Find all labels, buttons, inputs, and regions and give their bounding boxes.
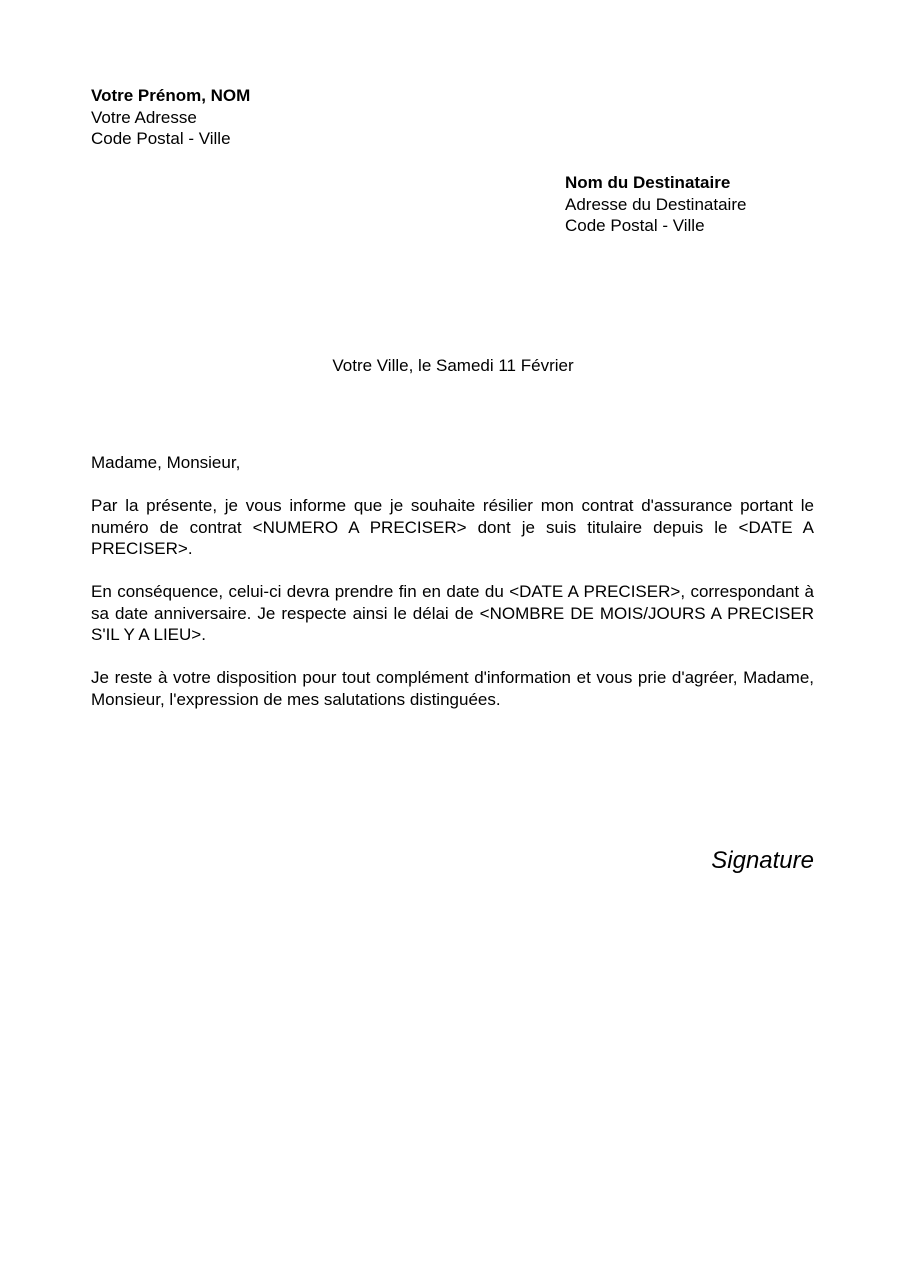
- paragraph-closing: Je reste à votre disposition pour tout complément d'information et vous prie d'agréer, Madame, Monsieur, l'expression de mes salutations distinguées.: [91, 668, 814, 709]
- salutation: Madame, Monsieur,: [91, 453, 241, 472]
- date-line: Votre Ville, le Samedi 11 Février: [332, 356, 574, 375]
- sender-block: [91, 85, 491, 150]
- paragraph-termination: Par la présente, je vous informe que je souhaite résilier mon contrat d'assurance portant le numéro de contrat <NUMERO A PRECISER> dont je suis titulaire depuis le <DATE A PRECISER>.: [91, 496, 814, 558]
- letter-body: [91, 452, 814, 732]
- sender-city: Code Postal - Ville: [91, 129, 231, 148]
- signature: Signature: [711, 847, 814, 874]
- recipient-block: [565, 172, 865, 237]
- recipient-name: Nom du Destinataire: [565, 173, 731, 192]
- sender-name: Votre Prénom, NOM: [91, 86, 251, 105]
- recipient-city: Code Postal - Ville: [565, 216, 705, 235]
- recipient-address: Adresse du Destinataire: [565, 194, 747, 214]
- sender-address: Votre Adresse: [91, 107, 197, 127]
- paragraph-consequence: En conséquence, celui-ci devra prendre fin en date du <DATE A PRECISER>, correspondant à sa date anniversaire. Je respecte ainsi le délai de <NOMBRE DE MOIS/JOURS A PRECISER S'IL Y A LIEU>.: [91, 582, 814, 644]
